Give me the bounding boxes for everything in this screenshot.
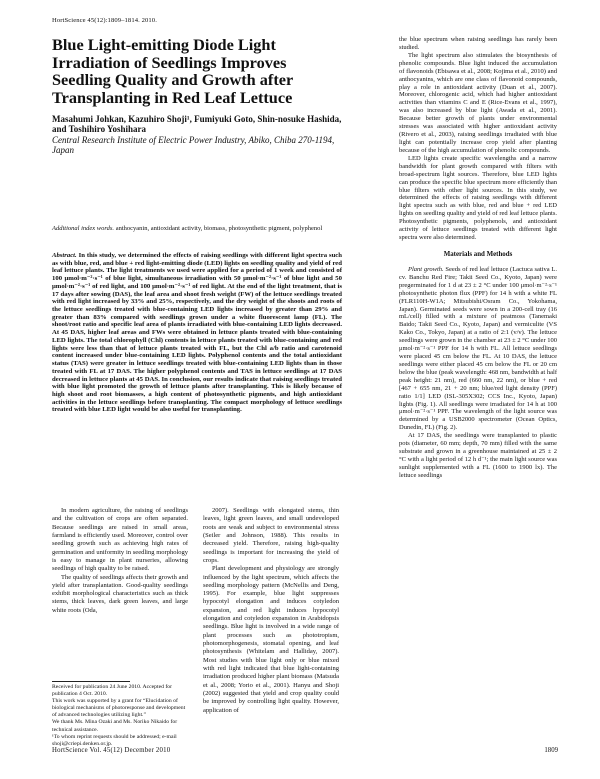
- footnote: We thank Ms. Mina Ozaki and Ms. Noriko Nikaido for technical assistance.: [52, 719, 178, 733]
- methods-text: Seeds of red leaf lettuce (Lactuca sativa L. cv. Banchu Red Fire; Takii Seed Co., Kyoto, Japan) were pregerminated for 1 d at 23 ± 2 °C under 100 μmol·m⁻²·s⁻¹ photosynthetic photon flux (PPF) for 14 h with a white FL (FLR110H-W1A; Mitsubishi/Osram Co., Yokohama, Japan). Germinated seeds were sown in a 200-cell tray (16 mL/cell) filled with a mixture of peatmoss (Tanemaki Baido; Takii Seed Co., Kyoto, Japan) and vermiculite (VS Kako Co., Tokyo, Japan) at a ratio of 2:1 (v/v). The lettuce seedlings were grown in the chamber at 23 ± 2 °C under 100 μmol·m⁻²·s⁻¹ PPF for 14 h with FL. All lettuce seedlings were placed 45 cm below the FL. At 10 DAS, the lettuce seedlings were either placed 45 cm below the FL or 20 cm below the blue (peak wavelength: 468 nm, bandwidth at half peak height: 21 nm), red (660 nm, 22 nm), or blue + red [467 + 655 nm, 21 + 20 nm; blue/red light density (PPF) ratio 1/1] LED (ISL-305X302; CCS Inc., Kyoto, Japan) lights (Fig. 1). All seedlings were irradiated for 14 h at 100 μmol·m⁻²·s⁻¹ PPF. The wavelength of the light source was determined by a USB2000 spectrometer (Ocean Optics, Dunedin, FL) (Fig. 2).: [399, 265, 558, 432]
- abstract-label: Abstract.: [52, 252, 77, 259]
- body-paragraph: In modern agriculture, the raising of seedlings and the cultivation of crops are often separated. Because seedlings are raised in small areas, farmland is efficiently used. Moreover, control over seedling growth such as achieving high rates of germination and uniformity in seedling morphology is easy to manage in plant nurseries, allowing seedlings of high quality to be raised.: [52, 507, 188, 573]
- title-block: [52, 36, 342, 155]
- body-paragraph: The quality of seedlings affects their growth and yield after transplantation. Good-quality seedlings exhibit morphological characteristics such as thick stems, thick leaves, dark green leaves, and large white roots (Oda,: [52, 573, 188, 614]
- authors: Masahumi Johkan, Kazuhiro Shoji¹, Fumiyuki Goto, Shin-nosuke Hashida, and Toshihiro Yoshihara: [52, 113, 342, 135]
- affiliation: Central Research Institute of Electric Power Industry, Abiko, Chiba 270-1194, Japan: [52, 134, 335, 156]
- running-head: HortScience 45(12):1809–1814. 2010.: [52, 17, 157, 24]
- page-number: 1809: [544, 747, 558, 754]
- footnotes: [52, 684, 188, 748]
- footnote: Received for publication 24 June 2010. Accepted for publication 4 Oct. 2010.: [52, 684, 173, 698]
- body-column-2: [203, 507, 339, 715]
- footnote-divider: [52, 681, 130, 682]
- methods-paragraph: [399, 266, 557, 432]
- keywords-label: Additional index words.: [52, 225, 115, 232]
- footer-journal: HortScience Vol. 45(12) December 2010: [52, 747, 171, 754]
- body-paragraph: the blue spectrum when raising seedlings has rarely been studied.: [399, 36, 557, 51]
- body-column-3: [399, 36, 557, 480]
- footnote: This work was supported by a grant for “Elucidation of biological mechanisms of photoresponse and development of advanced technologies utilizing light.”: [52, 698, 186, 719]
- abstract-text: In this study, we determined the effects of raising seedlings with different light spectra such as with blue, red, and blue + red light-emitting diode (LED) lights on seedling quality and yield of red leaf lettuce plants. The light treatments we used were applied for a period of 1 week and consisted of 100 μmol·m⁻²·s⁻¹ of blue light, simultaneous irradiation with 50 μmol·m⁻²·s⁻¹ of blue light and 50 μmol·m⁻²·s⁻¹ of red light, and 100 μmol·m⁻²·s⁻¹ of red light. At the end of the light treatment, that is 17 days after sowing (DAS), the leaf area and shoot fresh weight (FW) of the lettuce seedlings treated with red light increased by 33% and 25%, respectively, and the dry weight of the shoots and roots of the lettuce seedlings treated with blue-containing LED lights increased by greater than 29% and greater than 83% compared with seedlings grown under a white fluorescent lamp (FL). The shoot/root ratio and specific leaf area of plants irradiated with blue-containing LED lights decreased. At 45 DAS, higher leaf areas and FWs were obtained in lettuce plants treated with blue-containing LED lights. The total chlorophyll (Chl) contents in lettuce plants treated with blue-containing and red lights were less than that of lettuce plants treated with FL, but the Chl a/b ratio and carotenoid content increased under blue-containing LED lights. Polyphenol contents and the total antioxidant status (TAS) were greater in lettuce seedlings treated with blue-containing LED lights than in those treated with FL at 17 DAS. The higher polyphenol contents and TAS in lettuce seedlings at 17 DAS decreased in lettuce plants at 45 DAS. In conclusion, our results indicate that raising seedlings treated with blue light promoted the growth of lettuce plants after transplanting. This is likely because of high shoot and root biomasses, a high content of photosynthetic pigments, and high antioxidant activities in the lettuce seedlings before transplanting. The compact morphology of lettuce seedlings treated with blue LED light would be also useful for transplanting.: [52, 252, 342, 414]
- runin-heading: Plant growth.: [408, 265, 444, 273]
- body-paragraph: Plant development and physiology are strongly influenced by the light spectrum, which affects the seedling morphology pattern (McNellis and Deng, 1995). For example, blue light suppresses hypocotyl elongation and induces cotyledon expansion, and red light induces hypocotyl elongation and cotyledon expansion in Arabidopsis seedlings. Blue light is involved in a wide range of plant processes such as phototropism, photomorphogenesis, stomatal opening, and leaf photosynthesis (Whitelam and Halliday, 2007). Most studies with blue light only or blue mixed with red light indicated that blue light-containing irradiation produced higher plant biomass (Matsuda et al., 2008; Yorio et al., 2001). Hanyu and Shoji (2002) suggested that yield and crop quality could be improved by controlling light quality. However, application of: [203, 565, 339, 714]
- keywords: [52, 225, 342, 233]
- body-paragraph: LED lights create specific wavelengths and a narrow bandwidth for plant growth compared with filters with broad-spectrum light sources. Therefore, blue LED lights can produce the specific blue spectrum more efficiently than blue filters with other light sources. In this study, we determined the effects of raising seedlings with different light spectra such as with blue, red and blue + red LED lights on seedling quality and yield of red leaf lettuce plants. Photosynthetic pigments, polyphenols, and antioxidant activity of lettuce seedlings treated with different light spectra were also determined.: [399, 154, 557, 242]
- body-column-1: [52, 507, 188, 615]
- body-paragraph: The light spectrum also stimulates the biosynthesis of phenolic compounds. Blue light induced the accumulation of flavonoids (Ebisawa et al., 2008; Kojima et al., 2010) and anthocyanins, which are one class of flavonoid compounds, play a role in antioxidant activity (Duan et al., 2007). Moreover, chlorogenic acid, which had higher antioxidant activities than vitamins C and E (Rice-Evans et al., 1997), was also increased by blue light (Awada et al., 2001). Because better growth of plants under environmental stresses was associated with higher antioxidant activity (Rivero et al., 2003), raising seedlings irradiated with blue light can potentially increase crop yield after planting because of the high accumulation of phenolic compounds.: [399, 51, 557, 154]
- body-paragraph: 2007). Seedlings with elongated stems, thin leaves, light green leaves, and small undeveloped roots are weak and subject to environmental stress (Seiler and Johnson, 1988). This results in decreased yield. Therefore, raising high-quality seedlings is important for increasing the yield of crops.: [203, 507, 339, 564]
- methods-paragraph-2: At 17 DAS, the seedlings were transplanted to plastic pots (diameter, 60 mm; depth, 70 mm) filled with the same substrate and grown in a greenhouse maintained at 25 ± 2 °C with a light period of 12 h d⁻¹; the main light source was sunlight supplemented with a FL (1600 to 1900 lx). The lettuce seedlings: [399, 432, 557, 479]
- abstract: [52, 252, 342, 414]
- footnote: ¹To whom reprint requests should be addressed; e-mail shoji@criepi.denken.or.jp.: [52, 733, 177, 747]
- article-title: Blue Light-emitting Diode Light Irradiation of Seedlings Improves Seedling Quality and Growth after Transplanting in Red Leaf Lettuce: [52, 35, 293, 108]
- section-heading: Materials and Methods: [443, 250, 513, 258]
- keywords-text: anthocyanin, antioxidant activity, biomass, photosynthetic pigment, polyphenol: [114, 225, 323, 232]
